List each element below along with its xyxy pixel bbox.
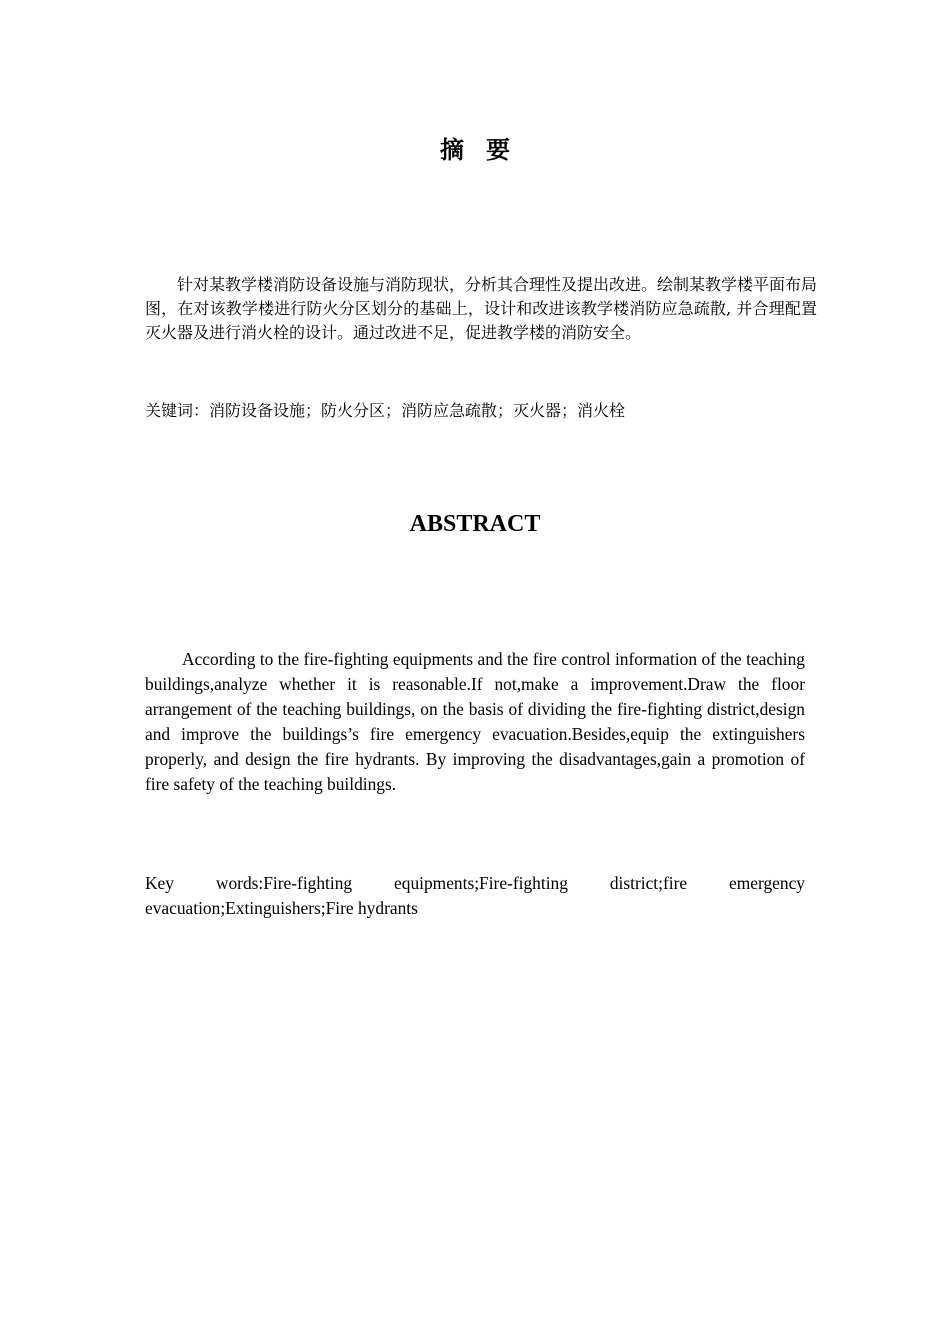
chinese-keywords-text: 消防设备设施；防火分区；消防应急疏散；灭火器；消火栓 (209, 401, 626, 420)
chinese-abstract-body: 针对某教学楼消防设备设施与消防现状，分析其合理性及提出改进。绘制某教学楼平面布局图，在对该教学楼进行防火分区划分的基础上，设计和改进该教学楼消防应急疏散, 并合理配置灭火器及进行消火栓的设计。通过改进不足，促进教学楼的消防安全。 (145, 275, 818, 342)
chinese-keywords-label: 关键词： (145, 401, 210, 420)
chinese-keywords (145, 399, 817, 423)
chinese-abstract-title: 摘要 (440, 136, 532, 164)
english-abstract-body: According to the fire-fighting equipments and the fire control information of the teaching buildings,analyze whether it is reasonable.If not,make a improvement.Draw the floor arrangement of the teaching buildings, on the basis of dividing the fire-fighting district,design and improve the buildings’s fire emergency evacuation.Besides,equip the extinguishers properly, and design the fire hydrants. By improving the disadvantages,gain a promotion of fire safety of the teaching buildings. (145, 649, 805, 794)
english-keywords: Key words:Fire-fighting equipments;Fire-fighting district;fire emergency evacuation;Extinguishers;Fire hydrants (145, 873, 805, 918)
english-abstract-title: ABSTRACT (409, 511, 541, 537)
